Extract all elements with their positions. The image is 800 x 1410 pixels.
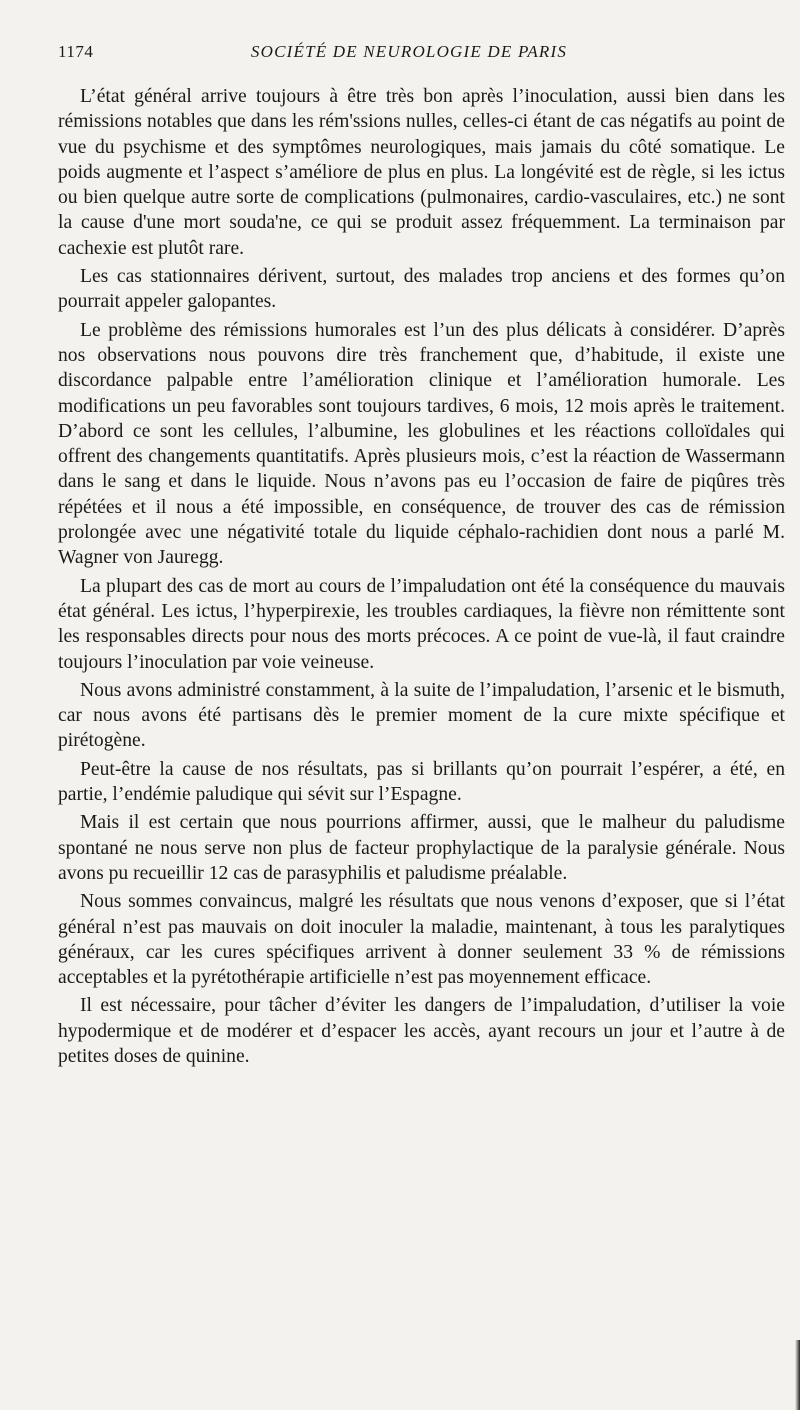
- paragraph: L’état général arrive toujours à être très bon après l’inoculation, aussi bien dans les rémissions notables que dans les rém'ssions nulles, celles-ci étant de cas négatifs au point de vue du psychisme et des symptômes neurologiques, mais jamais du côté somatique. Le poids augmente et l’aspect s’améliore de plus en plus. La longévité est de règle, si les ictus ou bien quelque autre sorte de complications (pulmonaires, cardio-vasculaires, etc.) ne sont la cause d'une mort souda'ne, ce qui se produit assez fréquemment. La terminaison par cachexie est plutôt rare.: [58, 86, 785, 259]
- paragraph: Nous avons administré constamment, à la suite de l’impaludation, l’arsenic et le bismuth, car nous avons été partisans dès le premier moment de la cure mixte spécifique et pirétogène.: [58, 679, 785, 752]
- page-number: 1174: [58, 42, 94, 61]
- paragraph: Le problème des rémissions humorales est l’un des plus délicats à considérer. D’après nos observations nous pouvons dire très franchement que, d’habitude, il existe une discordance palpable entre l’amélioration clinique et l’amélioration humorale. Les modifications un peu favorables sont toujours tardives, 6 mois, 12 mois après le traitement. D’abord ce sont les cellules, l’albumine, les globulines et les réactions colloïdales qui offrent des changements quantitatifs. Après plusieurs mois, c’est la réaction de Wassermann dans le sang et dans le liquide. Nous n’avons pas eu l’occasion de faire de piqûres très répétées et il nous a été impossible, en conséquence, de trouver des cas de rémission prolongée avec une négativité totale du liquide céphalo-rachidien dont nous a parlé M. Wagner von Jauregg.: [58, 319, 785, 569]
- running-head: [58, 42, 760, 70]
- paragraph: Mais il est certain que nous pourrions affirmer, aussi, que le malheur du paludisme spontané ne nous serve non plus de facteur prophylactique de la paralysie générale. Nous avons pu recueillir 12 cas de parasyphilis et paludisme préalable.: [58, 812, 785, 884]
- paragraph: La plupart des cas de mort au cours de l’impaludation ont été la conséquence du mauvais état général. Les ictus, l’hyperpirexie, les troubles cardiaques, la fièvre non rémittente sont les responsables directs pour nous des morts précoces. A ce point de vue-là, il faut craindre toujours l’inoculation par voie veineuse.: [58, 575, 785, 673]
- paragraph: Nous sommes convaincus, malgré les résultats que nous venons d’exposer, que si l’état général n’est pas mauvais on doit inoculer la maladie, maintenant, à tous les paralytiques généraux, car les cures spécifiques arrivent à donner seulement 33 % de rémissions acceptables et la pyrétothérapie artificielle n’est pas moyennement efficace.: [58, 891, 785, 989]
- paragraph: Peut-être la cause de nos résultats, pas si brillants qu’on pourrait l’espérer, a été, en partie, l’endémie paludique qui sévit sur l’Espagne.: [58, 758, 785, 806]
- body-text: [58, 84, 785, 1072]
- journal-title: SOCIÉTÉ DE NEUROLOGIE DE PARIS: [250, 42, 568, 61]
- paragraph: Les cas stationnaires dérivent, surtout, des malades trop anciens et des formes qu’on pourrait appeler galopantes.: [58, 266, 785, 313]
- page-edge-shadow: [795, 1340, 800, 1410]
- paragraph: Il est nécessaire, pour tâcher d’éviter les dangers de l’impaludation, d’utiliser la voie hypodermique et de modérer et d’espacer les accès, ayant recours un jour et l’autre à de petites doses de quinine.: [58, 995, 785, 1067]
